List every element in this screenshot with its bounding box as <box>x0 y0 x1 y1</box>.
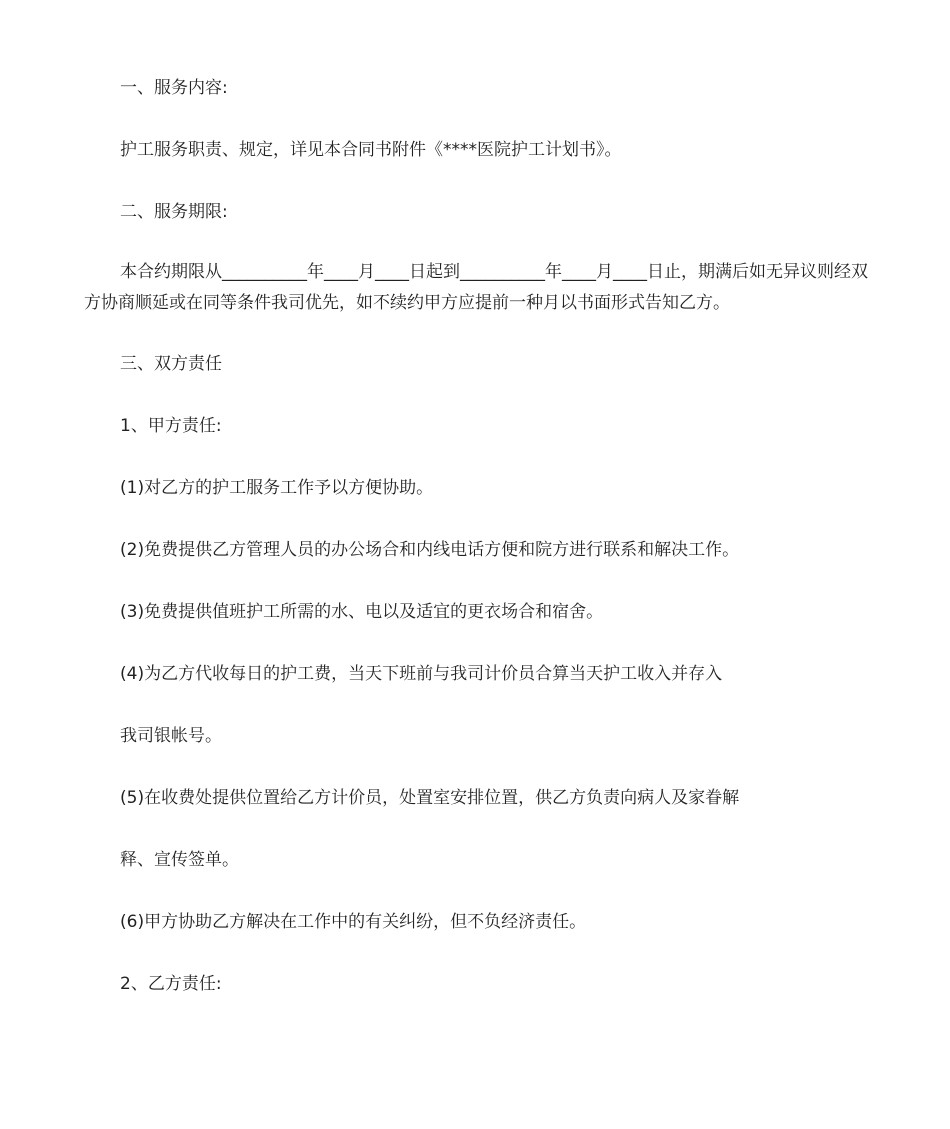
service-content-paragraph: 护工服务职责、规定，详见本合同书附件《****医院护工计划书》。 <box>120 140 622 160</box>
party-b-heading: 2、乙方责任: <box>120 974 222 994</box>
party-a-item: (1)对乙方的护工服务工作予以方便协助。 <box>120 478 434 498</box>
party-a-item: (6)甲方协助乙方解决在工作中的有关纠纷，但不负经济责任。 <box>120 912 587 932</box>
party-a-item-continuation: 我司银帐号。 <box>120 726 222 746</box>
party-a-heading: 1、甲方责任: <box>120 416 222 436</box>
party-a-item: (5)在收费处提供位置给乙方计价员，处置室安排位置，供乙方负责向病人及家眷解 <box>120 788 740 808</box>
party-a-item: (3)免费提供值班护工所需的水、电以及适宜的更衣场合和宿舍。 <box>120 602 604 622</box>
party-a-item: (2)免费提供乙方管理人员的办公场合和内线电话方便和院方进行联系和解决工作。 <box>120 540 740 560</box>
service-period-paragraph: 本合约期限从__________年____月____日起到__________年____月____日止，期满后如无异议则经双方协商顺延或在同等条件我司优先，如不续约甲方应提前一种月以书面形式告知乙方。 <box>84 262 868 313</box>
section-heading-service-content: 一、服务内容: <box>120 78 228 98</box>
party-a-item: (4)为乙方代收每日的护工费，当天下班前与我司计价员合算当天护工收入并存入 <box>120 664 723 684</box>
section-heading-responsibilities: 三、双方责任 <box>120 354 222 374</box>
party-a-item-continuation: 释、宣传签单。 <box>120 850 239 870</box>
section-heading-service-period: 二、服务期限: <box>120 202 228 222</box>
